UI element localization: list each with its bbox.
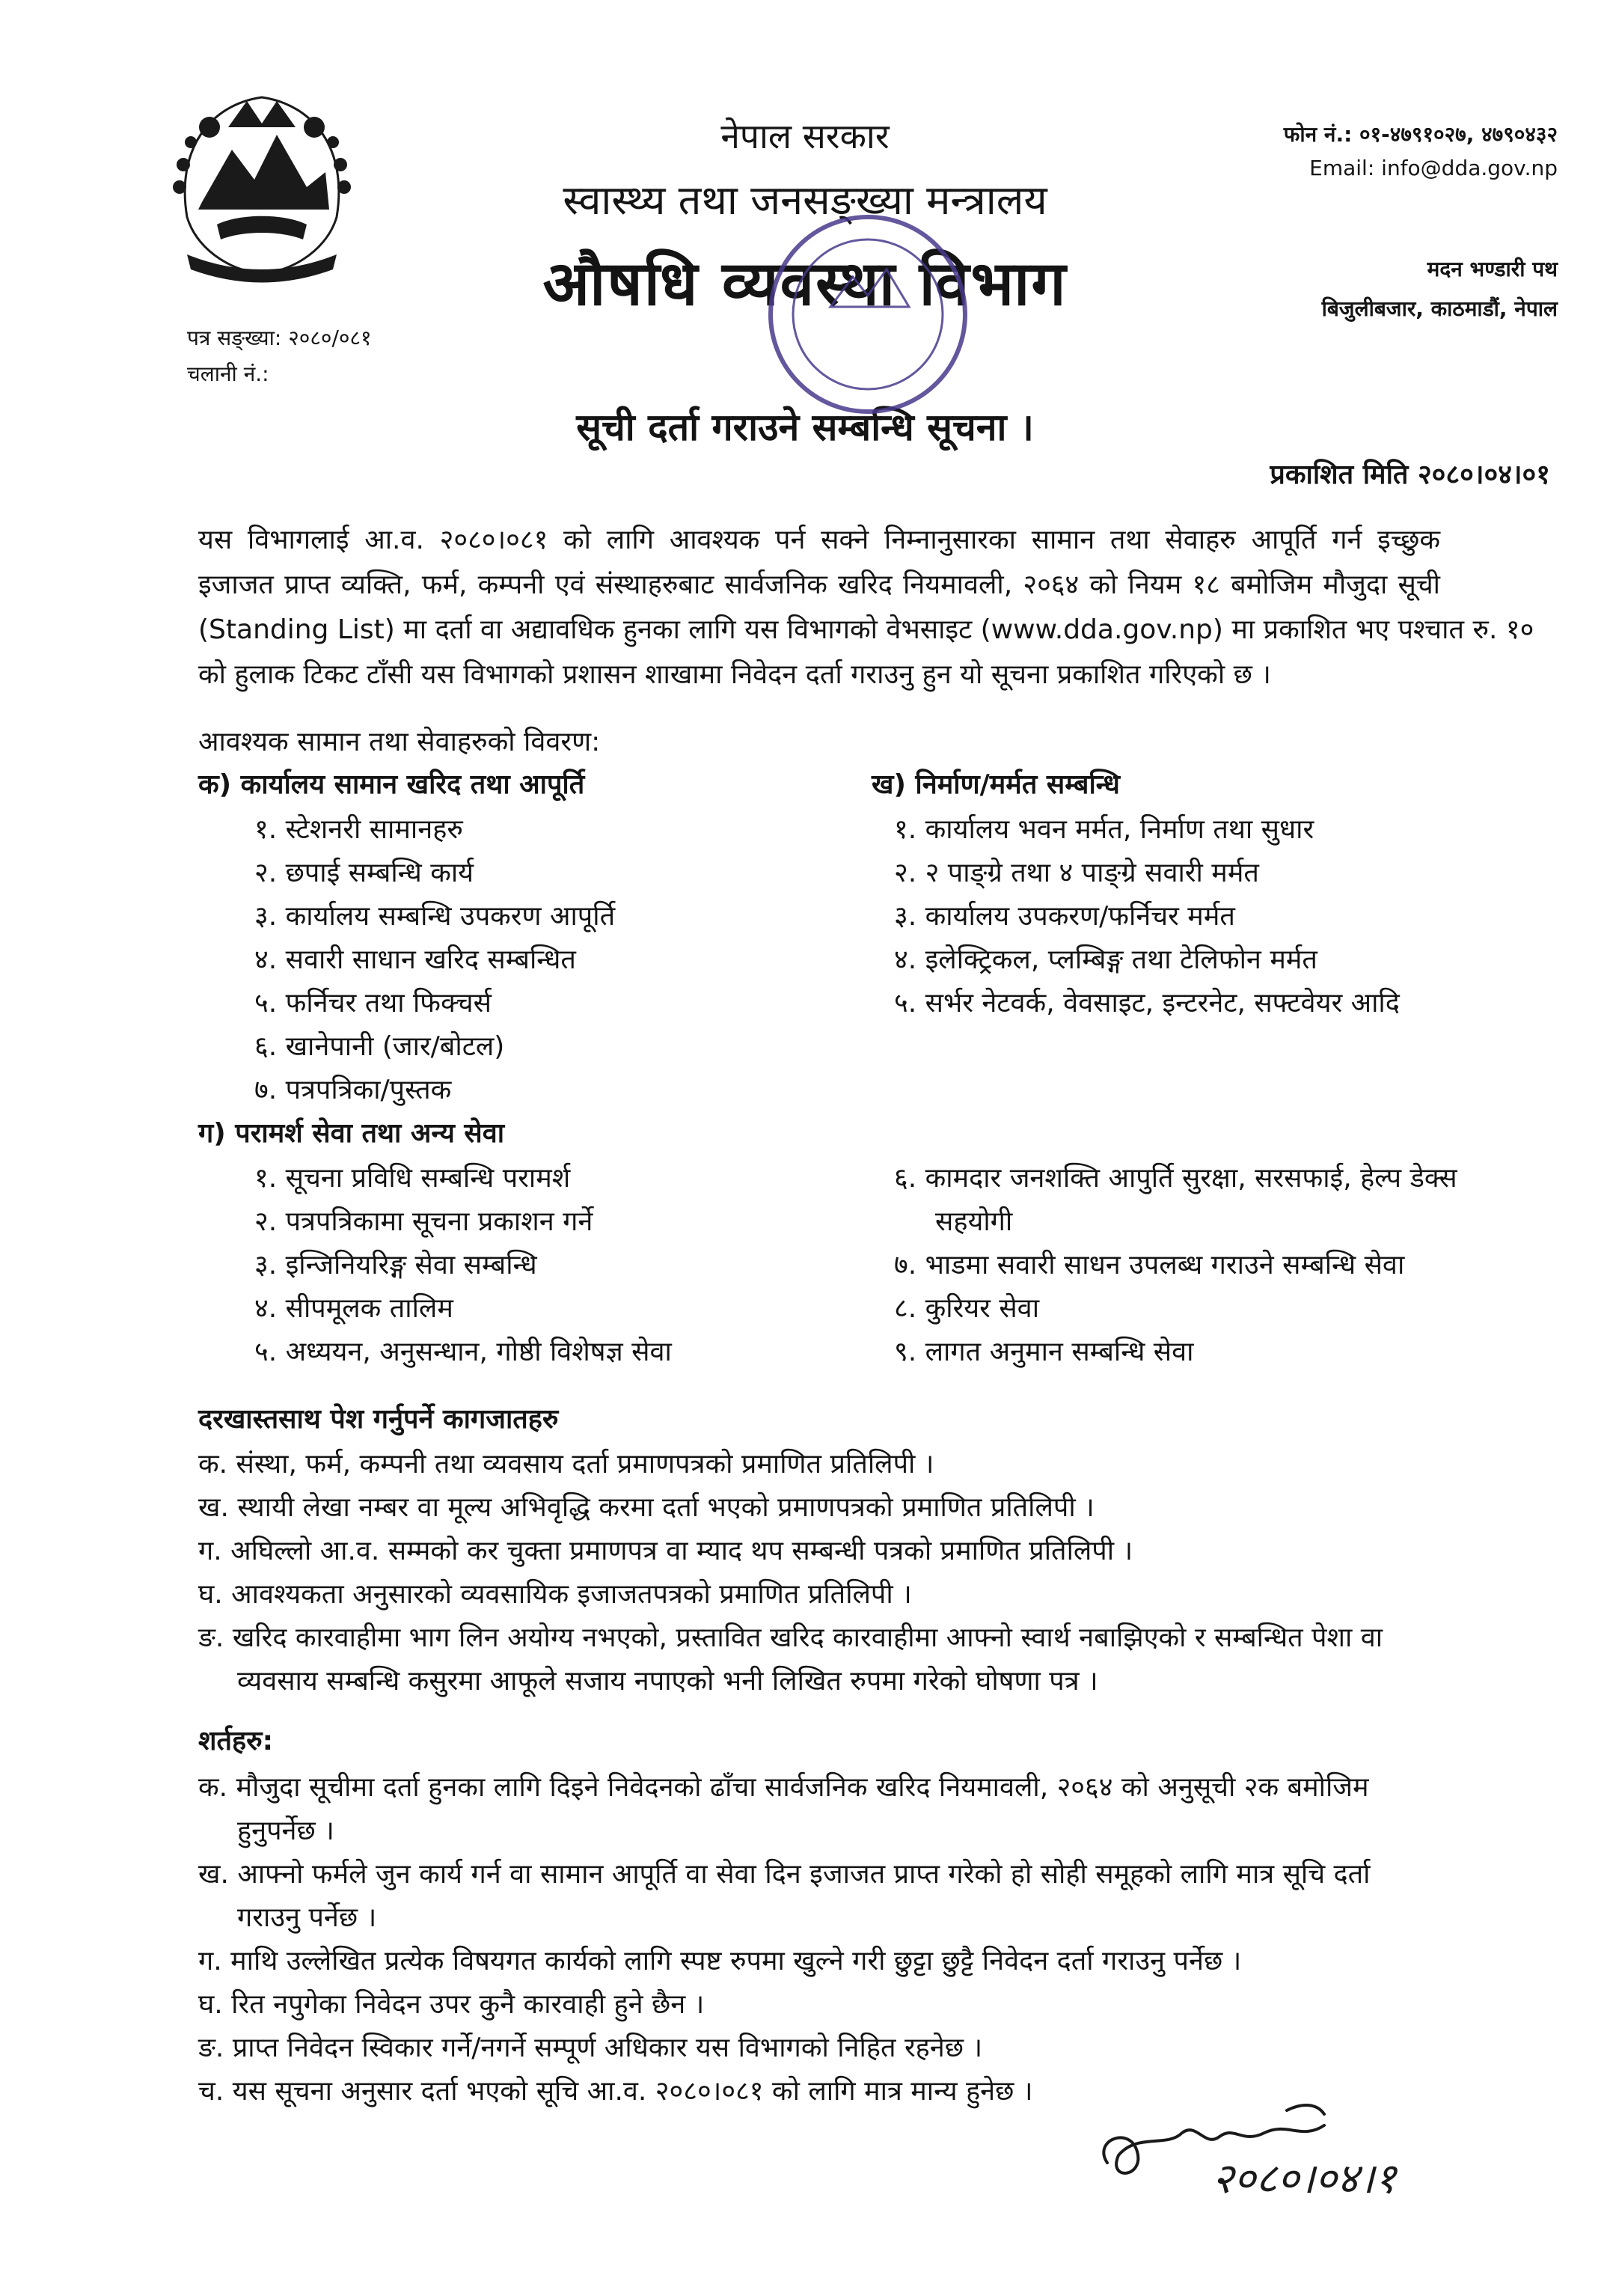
section-kha-title: ख) निर्माण/मर्मत सम्बन्धि: [872, 769, 1120, 800]
section-kha-item: ३. कार्यालय उपकरण/फर्निचर मर्मत: [894, 901, 1235, 932]
section-ka-item: ५. फर्निचर तथा फिक्चर्स: [254, 988, 492, 1019]
conditions-item: ङ. प्राप्त निवेदन स्विकार गर्ने/नगर्ने सम्पूर्ण अधिकार यस विभागको निहित रहनेछ ।: [198, 2033, 983, 2063]
letter-number: पत्र सङ्ख्या: २०८०/०८१: [187, 326, 372, 350]
section-ga-item: ९. लागत अनुमान सम्बन्धि सेवा: [894, 1337, 1194, 1367]
intro-line: यस विभागलाई आ.व. २०८०।०८१ को लागि आवश्यक पर्न सक्ने निम्नानुसारका सामान तथा सेवाहरु आपूर्ति गर्न इच्छुक: [198, 525, 1440, 555]
section-kha-item: ४. इलेक्ट्रिकल, प्लम्बिङ्ग तथा टेलिफोन मर्मत: [894, 944, 1317, 975]
conditions-item: घ. रित नपुगेका निवेदन उपर कुनै कारवाही हुने छैन ।: [198, 1989, 705, 2020]
address-line-2: बिजुलीबजार, काठमाडौं, नेपाल: [1321, 296, 1558, 321]
phone-number: फोन नं.: ०१-४७९१०२७, ४७९०४३२: [1283, 122, 1558, 147]
documents-item-continued: व्यवसाय सम्बन्धि कसुरमा आफूले सजाय नपाएको भनी लिखित रुपमा गरेको घोषणा पत्र ।: [237, 1666, 1098, 1697]
section-ka-title: क) कार्यालय सामान खरिद तथा आपूर्ति: [198, 769, 585, 800]
documents-item: ङ. खरिद कारवाहीमा भाग लिन अयोग्य नभएको, प्रस्तावित खरिद कारवाहीमा आफ्नो स्वार्थ नबाझिएको र सम्बन्धित पेशा वा: [198, 1622, 1383, 1653]
intro-line: को हुलाक टिकट टाँसी यस विभागको प्रशासन शाखामा निवेदन दर्ता गराउनु हुन यो सूचना प्रकाशित गरिएको छ ।: [198, 659, 1271, 690]
intro-paragraph: [198, 518, 1534, 697]
documents-item: क. संस्था, फर्म, कम्पनी तथा व्यवसाय दर्ता प्रमाणपत्रको प्रमाणित प्रतिलिपी ।: [198, 1449, 934, 1480]
documents-list: [198, 1443, 1383, 1703]
documents-item: घ. आवश्यकता अनुसारको व्यवसायिक इजाजतपत्रको प्रमाणित प्रतिलिपी ।: [198, 1579, 912, 1610]
section-ga-item: ५. अध्ययन, अनुसन्धान, गोष्ठी विशेषज्ञ सेवा: [254, 1337, 672, 1367]
dispatch-number: चलानी नं.:: [187, 361, 269, 386]
department-round-stamp-icon: [748, 202, 988, 427]
section-kha-item: २. २ पाङ्ग्रे तथा ४ पाङ्ग्रे सवारी मर्मत: [894, 858, 1259, 888]
government-name: नेपाल सरकार: [720, 116, 890, 156]
handwritten-signature-icon: [1077, 2080, 1496, 2268]
department-name: औषधि व्यवस्था विभाग: [542, 248, 1068, 320]
documents-heading: दरखास्तसाथ पेश गर्नुपर्ने कागजातहरु: [198, 1404, 559, 1435]
section-ka-item: २. छपाई सम्बन्धि कार्य: [254, 858, 474, 888]
ministry-name: स्वास्थ्य तथा जनसङ्ख्या मन्त्रालय: [563, 177, 1047, 224]
conditions-item: ग. माथि उल्लेखित प्रत्येक विषयगत कार्यको लागि स्पष्ट रुपमा खुल्ने गरी छुट्टा छुट्टै निवेदन दर्ता गराउनु पर्नेछ ।: [198, 1946, 1242, 1976]
published-date: प्रकाशित मिति २०८०।०४।०१: [1270, 459, 1550, 490]
signature-date: २०८०।०४।१: [1212, 2155, 1397, 2203]
intro-line: (Standing List) मा दर्ता वा अद्यावधिक हुनका लागि यस विभागको वेभसाइट (www.dda.gov.np) मा प्रकाशित भए पश्चात रु. १०: [198, 614, 1534, 645]
section-ka-item: १. स्टेशनरी सामानहरु: [254, 814, 463, 845]
conditions-list: [198, 1766, 1371, 2113]
conditions-item-continued: हुनुपर्नेछ ।: [237, 1816, 334, 1846]
documents-item: ग. अघिल्लो आ.व. सम्मको कर चुक्ता प्रमाणपत्र वा म्याद थप सम्बन्धी पत्रको प्रमाणित प्रतिलिपी ।: [198, 1536, 1133, 1566]
intro-line: इजाजत प्राप्त व्यक्ति, फर्म, कम्पनी एवं संस्थाहरुबाट सार्वजनिक खरिद नियमावली, २०६४ को नियम १८ बमोजिम मौजुदा सूची: [198, 570, 1440, 600]
section-ka-item: ४. सवारी साधान खरिद सम्बन्धित: [254, 944, 576, 975]
section-ga-item: ७. भाडमा सवारी साधन उपलब्ध गराउने सम्बन्धि सेवा: [894, 1250, 1405, 1280]
goods-heading: आवश्यक सामान तथा सेवाहरुको विवरण:: [198, 727, 601, 757]
section-kha-item: १. कार्यालय भवन मर्मत, निर्माण तथा सुधार: [894, 814, 1314, 845]
address-line-1: मदन भण्डारी पथ: [1427, 257, 1558, 281]
conditions-item: ख. आफ्नो फर्मले जुन कार्य गर्न वा सामान आपूर्ति वा सेवा दिन इजाजत प्राप्त गरेको हो सोही समूहको लागि मात्र सूचि दर्ता: [198, 1859, 1371, 1890]
section-ka-item: ६. खानेपानी (जार/बोटल): [254, 1031, 505, 1062]
email-address: Email: info@dda.gov.np: [1309, 156, 1558, 180]
conditions-item: क. मौजुदा सूचीमा दर्ता हुनका लागि दिइने निवेदनको ढाँचा सार्वजनिक खरिद नियमावली, २०६४ को अनुसूची २क बमोजिम: [198, 1772, 1369, 1803]
section-ga-item: १. सूचना प्रविधि सम्बन्धि परामर्श: [254, 1163, 571, 1194]
section-ga-item: ६. कामदार जनशक्ति आपुर्ति सुरक्षा, सरसफाई, हेल्प डेक्स: [894, 1163, 1457, 1194]
section-kha-item: ५. सर्भर नेटवर्क, वेवसाइट, इन्टरनेट, सफ्टवेयर आदि: [894, 988, 1400, 1019]
conditions-item-continued: गराउनु पर्नेछ ।: [237, 1902, 377, 1933]
conditions-item: च. यस सूचना अनुसार दर्ता भएको सूचि आ.व. २०८०।०८१ को लागि मात्र मान्य हुनेछ ।: [198, 2076, 1033, 2107]
section-ga-item: ४. सीपमूलक तालिम: [254, 1293, 453, 1324]
conditions-heading: शर्तहरु:: [198, 1726, 274, 1756]
section-ga-item: ३. इन्जिनियरिङ्ग सेवा सम्बन्धि: [254, 1250, 537, 1280]
section-ka-item: ३. कार्यालय सम्बन्धि उपकरण आपूर्ति: [254, 901, 616, 932]
section-ga-item-continued: सहयोगी: [935, 1206, 1013, 1237]
documents-item: ख. स्थायी लेखा नम्बर वा मूल्य अभिवृद्धि करमा दर्ता भएको प्रमाणपत्रको प्रमाणित प्रतिलिपी ।: [198, 1492, 1095, 1523]
notice-title: सूची दर्ता गराउने सम्बन्धि सूचना ।: [576, 406, 1034, 449]
section-ga-title: ग) परामर्श सेवा तथा अन्य सेवा: [198, 1118, 505, 1149]
section-ka-item: ७. पत्रपत्रिका/पुस्तक: [254, 1075, 452, 1105]
section-ga-item: २. पत्रपत्रिकामा सूचना प्रकाशन गर्ने: [254, 1206, 593, 1237]
section-ga-item: ८. कुरियर सेवा: [894, 1293, 1040, 1324]
